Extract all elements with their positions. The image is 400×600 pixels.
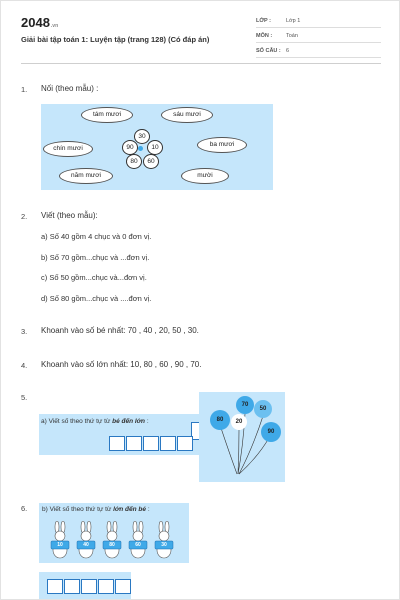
q2-item-c: c) Số 50 gồm...chục và...đơn vị. xyxy=(41,273,147,282)
flower-center-dot xyxy=(138,146,143,151)
balloon[interactable]: 50 xyxy=(254,400,272,418)
meta-divider xyxy=(256,42,381,43)
rabbit-with-number[interactable] xyxy=(49,521,69,564)
balloon[interactable]: 20 xyxy=(231,414,247,430)
answer-box[interactable] xyxy=(81,579,97,594)
word-bubble[interactable]: ba mươi xyxy=(197,137,247,153)
q5-instruction: a) Viết số theo thứ tự từ bé đến lớn : xyxy=(41,418,149,425)
answer-box[interactable] xyxy=(143,436,159,451)
q5-answer-boxes xyxy=(109,436,194,451)
header-divider xyxy=(21,63,381,64)
rabbit-icon xyxy=(75,521,97,559)
question-2-text: Viết (theo mẫu): xyxy=(41,211,98,220)
rabbit-icon xyxy=(101,521,123,559)
flower-petal[interactable]: 30 xyxy=(134,129,150,144)
meta-label-class: LỚP : xyxy=(256,18,271,24)
question-3-text: Khoanh vào số bé nhất: 70 , 40 , 20, 50 , 30. xyxy=(41,326,199,335)
answer-box[interactable] xyxy=(109,436,125,451)
word-bubble[interactable]: năm mươi xyxy=(59,168,113,184)
question-2-number: 2. xyxy=(21,212,28,221)
meta-value-subject: Toán xyxy=(286,33,298,39)
rabbit-with-number[interactable] xyxy=(127,521,147,564)
answer-box[interactable] xyxy=(47,579,63,594)
balloon[interactable]: 80 xyxy=(210,410,230,430)
rabbit-number: 10 xyxy=(57,542,63,548)
page-title: Giải bài tập toán 1: Luyện tập (trang 128) (Có đáp án) xyxy=(21,35,210,44)
question-3-number: 3. xyxy=(21,327,28,336)
flower-petal[interactable]: 10 xyxy=(147,140,163,155)
question-4-number: 4. xyxy=(21,361,28,370)
q6-answer-panel xyxy=(39,572,131,599)
question-4-text: Khoanh vào số lớn nhất: 10, 80 , 60 , 90 , 70. xyxy=(41,360,202,369)
rabbit-with-number[interactable] xyxy=(153,521,173,564)
question-1-text: Nối (theo mẫu) : xyxy=(41,84,99,93)
word-bubble[interactable]: chín mươi xyxy=(43,141,93,157)
rabbit-number: 40 xyxy=(83,542,89,548)
site-logo[interactable] xyxy=(21,15,58,30)
answer-box[interactable] xyxy=(115,579,131,594)
answer-box[interactable] xyxy=(98,579,114,594)
balloon[interactable]: 90 xyxy=(261,422,281,442)
rabbit-row xyxy=(49,521,189,561)
answer-box[interactable] xyxy=(160,436,176,451)
meta-value-count: 6 xyxy=(286,48,290,54)
logo-text: 2048 xyxy=(21,15,50,30)
question-6-number: 6. xyxy=(21,504,28,513)
q2-item-a: a) Số 40 gồm 4 chục và 0 đơn vị. xyxy=(41,232,152,241)
meta-label-subject: MÔN : xyxy=(256,33,273,39)
q6-panel xyxy=(39,503,189,563)
rabbit-number: 30 xyxy=(161,542,167,548)
answer-box[interactable] xyxy=(64,579,80,594)
q2-item-d: d) Số 80 gồm...chục và ....đơn vị. xyxy=(41,294,152,303)
rabbit-icon xyxy=(127,521,149,559)
meta-divider xyxy=(256,27,381,28)
question-5-number: 5. xyxy=(21,393,28,402)
question-1-number: 1. xyxy=(21,85,28,94)
balloon-panel xyxy=(199,392,285,482)
rabbit-icon xyxy=(49,521,71,559)
word-bubble[interactable]: mười xyxy=(181,168,229,184)
answer-box[interactable] xyxy=(177,436,193,451)
answer-box[interactable] xyxy=(126,436,142,451)
rabbit-number: 80 xyxy=(109,542,115,548)
word-bubble[interactable]: tám mươi xyxy=(81,107,133,123)
word-bubble[interactable]: sáu mươi xyxy=(161,107,213,123)
meta-value-class: Lớp 1 xyxy=(286,18,301,24)
rabbit-with-number[interactable] xyxy=(75,521,95,564)
meta-divider xyxy=(256,57,381,58)
rabbit-number: 60 xyxy=(135,542,141,548)
logo-suffix: .vn xyxy=(50,23,59,29)
q1-match-panel xyxy=(41,104,273,190)
flower-petal[interactable]: 60 xyxy=(143,154,159,169)
rabbit-with-number[interactable] xyxy=(101,521,121,564)
q6-instruction: b) Viết số theo thứ tự từ lớn đến bé : xyxy=(42,506,150,513)
meta-label-count: SỐ CÂU : xyxy=(256,48,281,54)
q2-item-b: b) Số 70 gồm...chục và ...đơn vị. xyxy=(41,253,150,262)
flower-petal[interactable]: 90 xyxy=(122,140,138,155)
q5-answer-panel xyxy=(39,414,199,455)
balloon[interactable]: 70 xyxy=(236,396,254,414)
rabbit-icon xyxy=(153,521,175,559)
q6-answer-boxes xyxy=(47,579,132,594)
flower-petal[interactable]: 80 xyxy=(126,154,142,169)
